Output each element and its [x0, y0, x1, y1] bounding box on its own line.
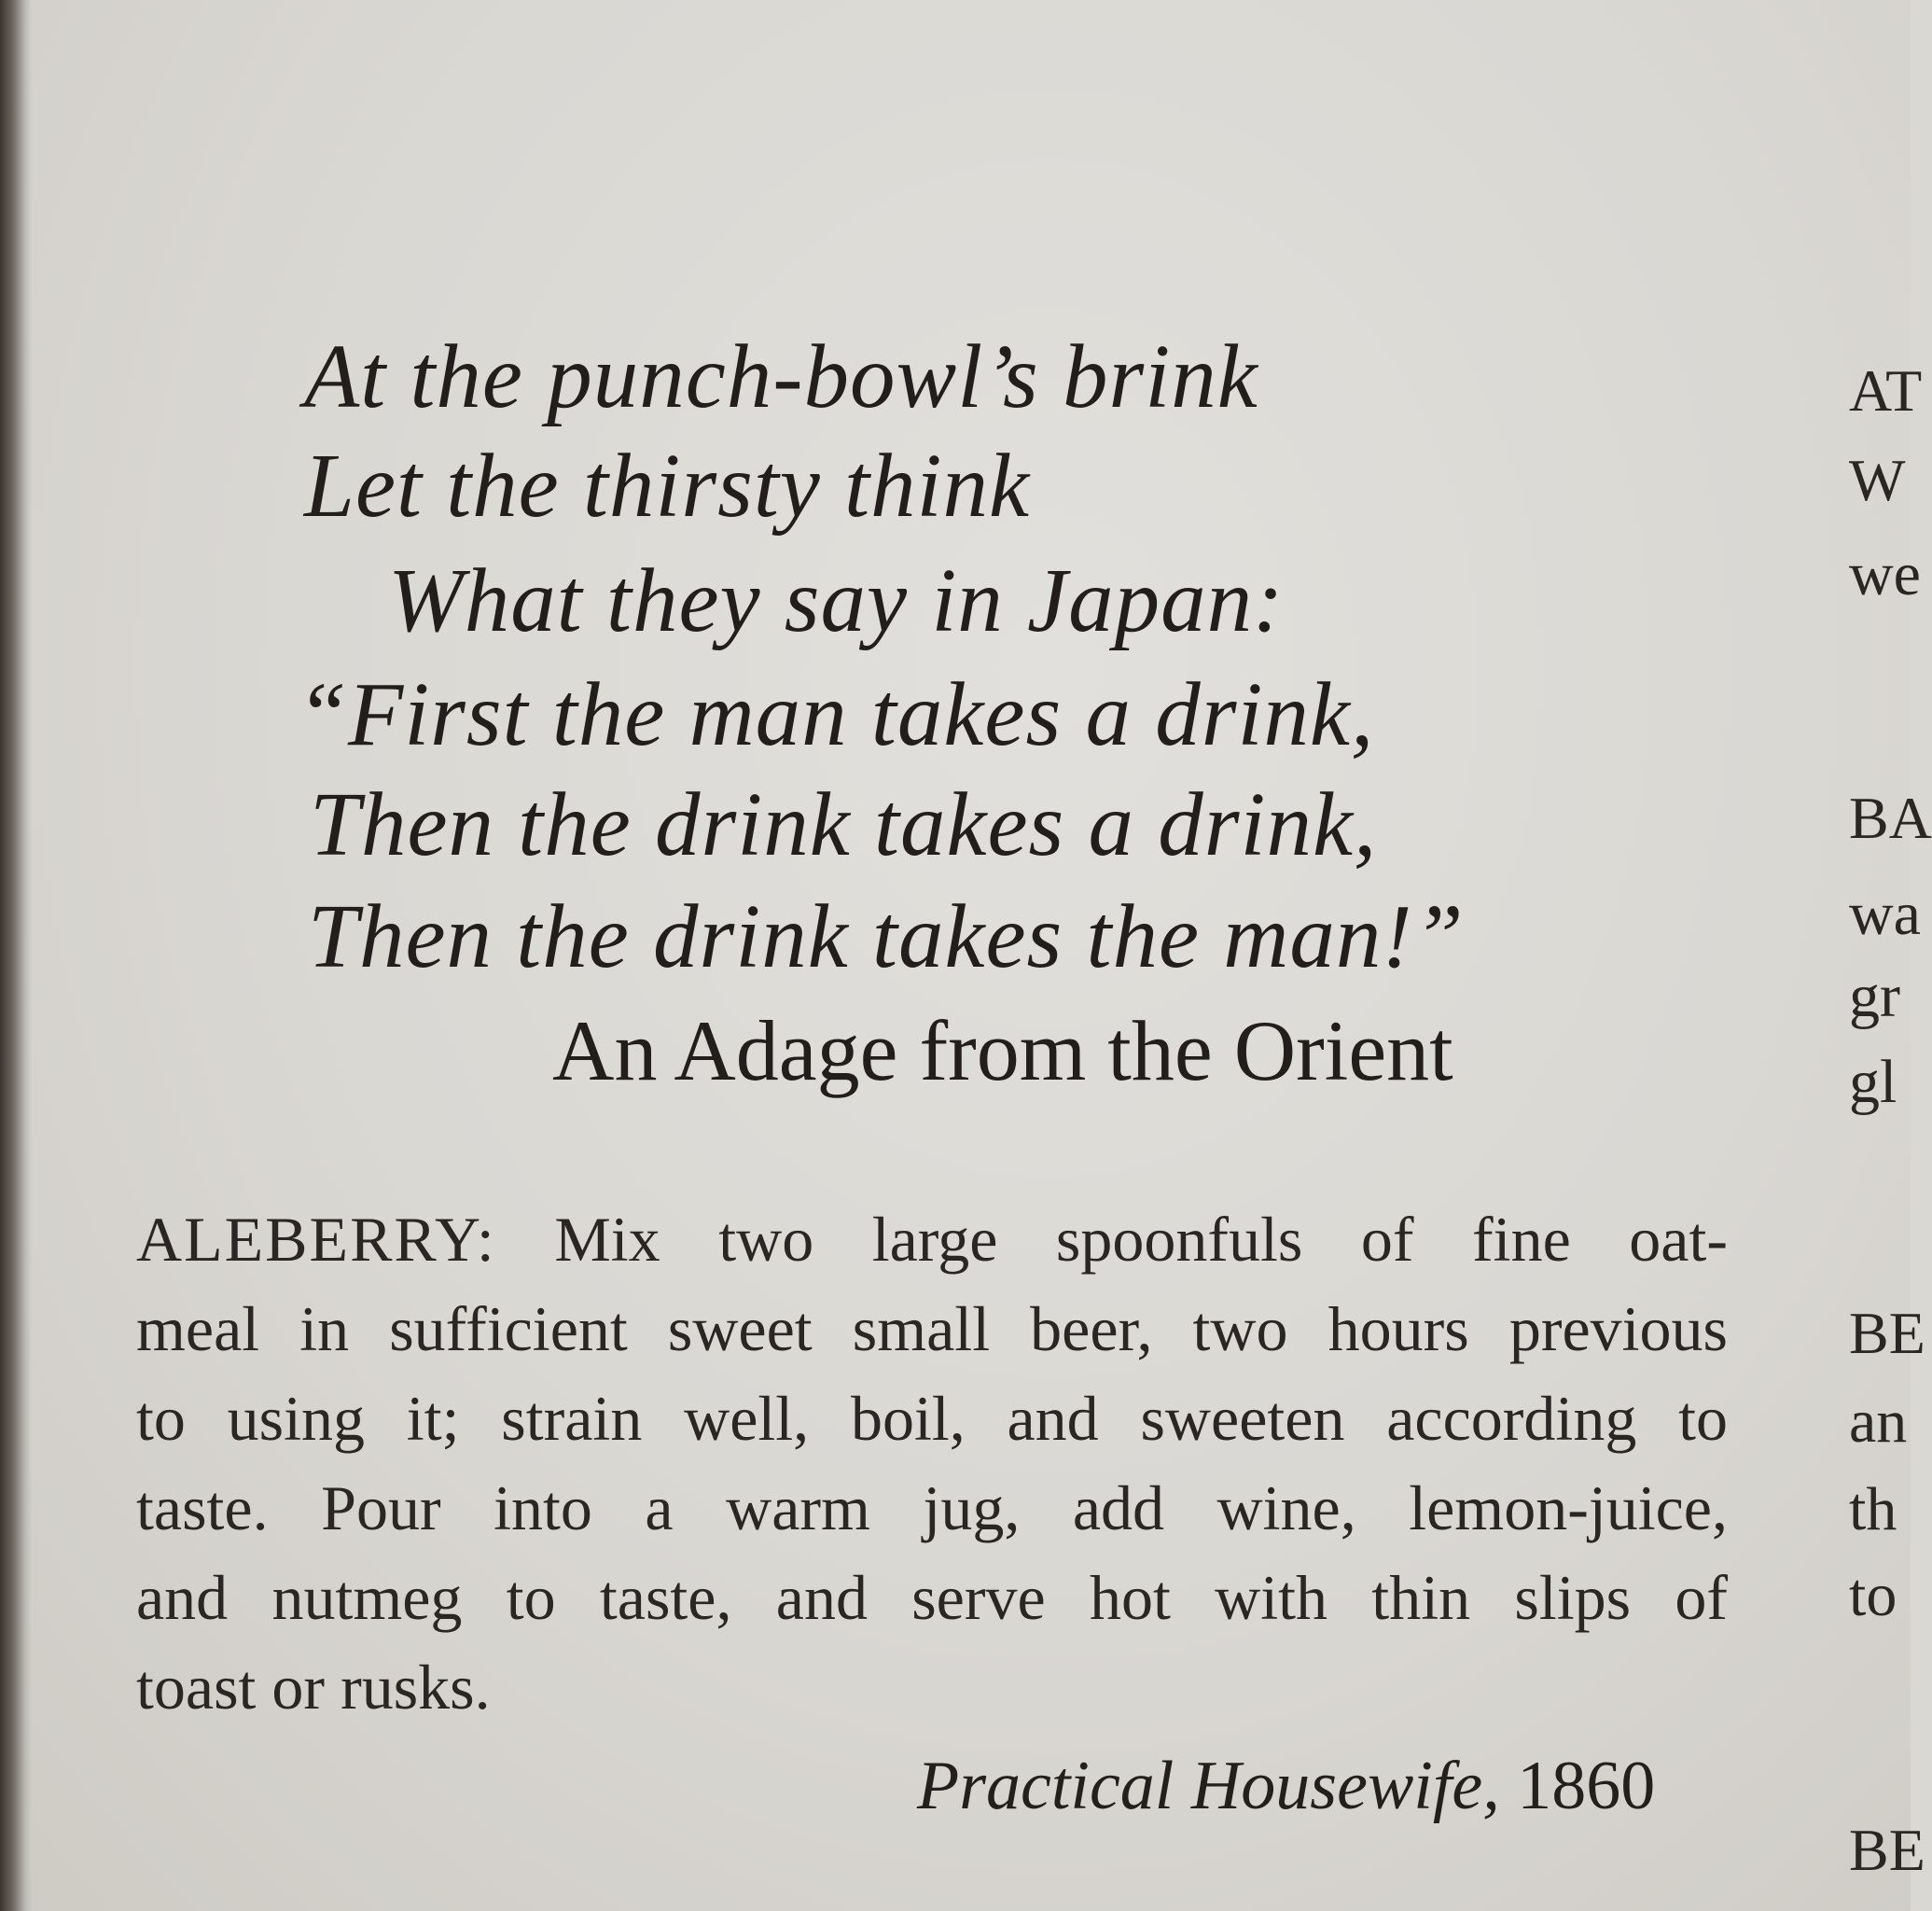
recipe-line-4: taste. Pour into a warm jug, add wine, lemon-juice,	[136, 1472, 1728, 1543]
verse-line-3: What they say in Japan:	[388, 551, 1285, 650]
next-page-fragment: we	[1849, 540, 1921, 608]
recipe-line-5: and nutmeg to taste, and serve hot with thin slips of	[136, 1562, 1728, 1633]
next-page-fragment: gr	[1849, 962, 1900, 1030]
next-page-edge	[1845, 0, 1932, 1911]
verse-line-2: Let the thirsty think	[304, 436, 1031, 536]
source-year: 1860	[1499, 1748, 1656, 1824]
next-page-fragment: wa	[1849, 880, 1921, 948]
verse-line-4: “First the man takes a drink,	[297, 664, 1375, 764]
next-page-fragment: BE	[1849, 1300, 1925, 1366]
next-page-fragment: gl	[1849, 1048, 1897, 1116]
next-page-fragment: AT	[1849, 357, 1923, 424]
recipe-line-6: toast or rusks.	[136, 1652, 491, 1723]
recipe-line-2: meal in sufficient sweet small beer, two hours previous	[136, 1293, 1728, 1364]
recipe-name: ALEBERRY:	[136, 1204, 496, 1275]
next-page-fragment: an	[1849, 1388, 1908, 1456]
next-page-fragment: BE	[1849, 1817, 1925, 1883]
verse-attribution: An Adage from the Orient	[552, 1003, 1453, 1098]
verse-line-1: At the punch-bowl’s brink	[304, 327, 1258, 426]
recipe-line-3: to using it; strain well, boil, and sweeten according to	[136, 1383, 1728, 1454]
next-page-fragment: th	[1849, 1475, 1897, 1543]
recipe-source	[917, 1747, 1655, 1826]
verse-line-6: Then the drink takes the man!”	[308, 886, 1465, 986]
recipe-line-1: ALEBERRY: Mix two large spoonfuls of fine oat-	[136, 1204, 1728, 1275]
next-page-fragment: BA	[1849, 785, 1932, 851]
source-title: Practical Housewife,	[917, 1748, 1500, 1824]
verse-line-5: Then the drink takes a drink,	[310, 774, 1378, 874]
next-page-fragment: W	[1849, 447, 1906, 513]
next-page-fragment: to	[1849, 1561, 1897, 1629]
book-spine-shadow	[0, 0, 32, 1911]
recipe-aleberry	[136, 1194, 1728, 1732]
